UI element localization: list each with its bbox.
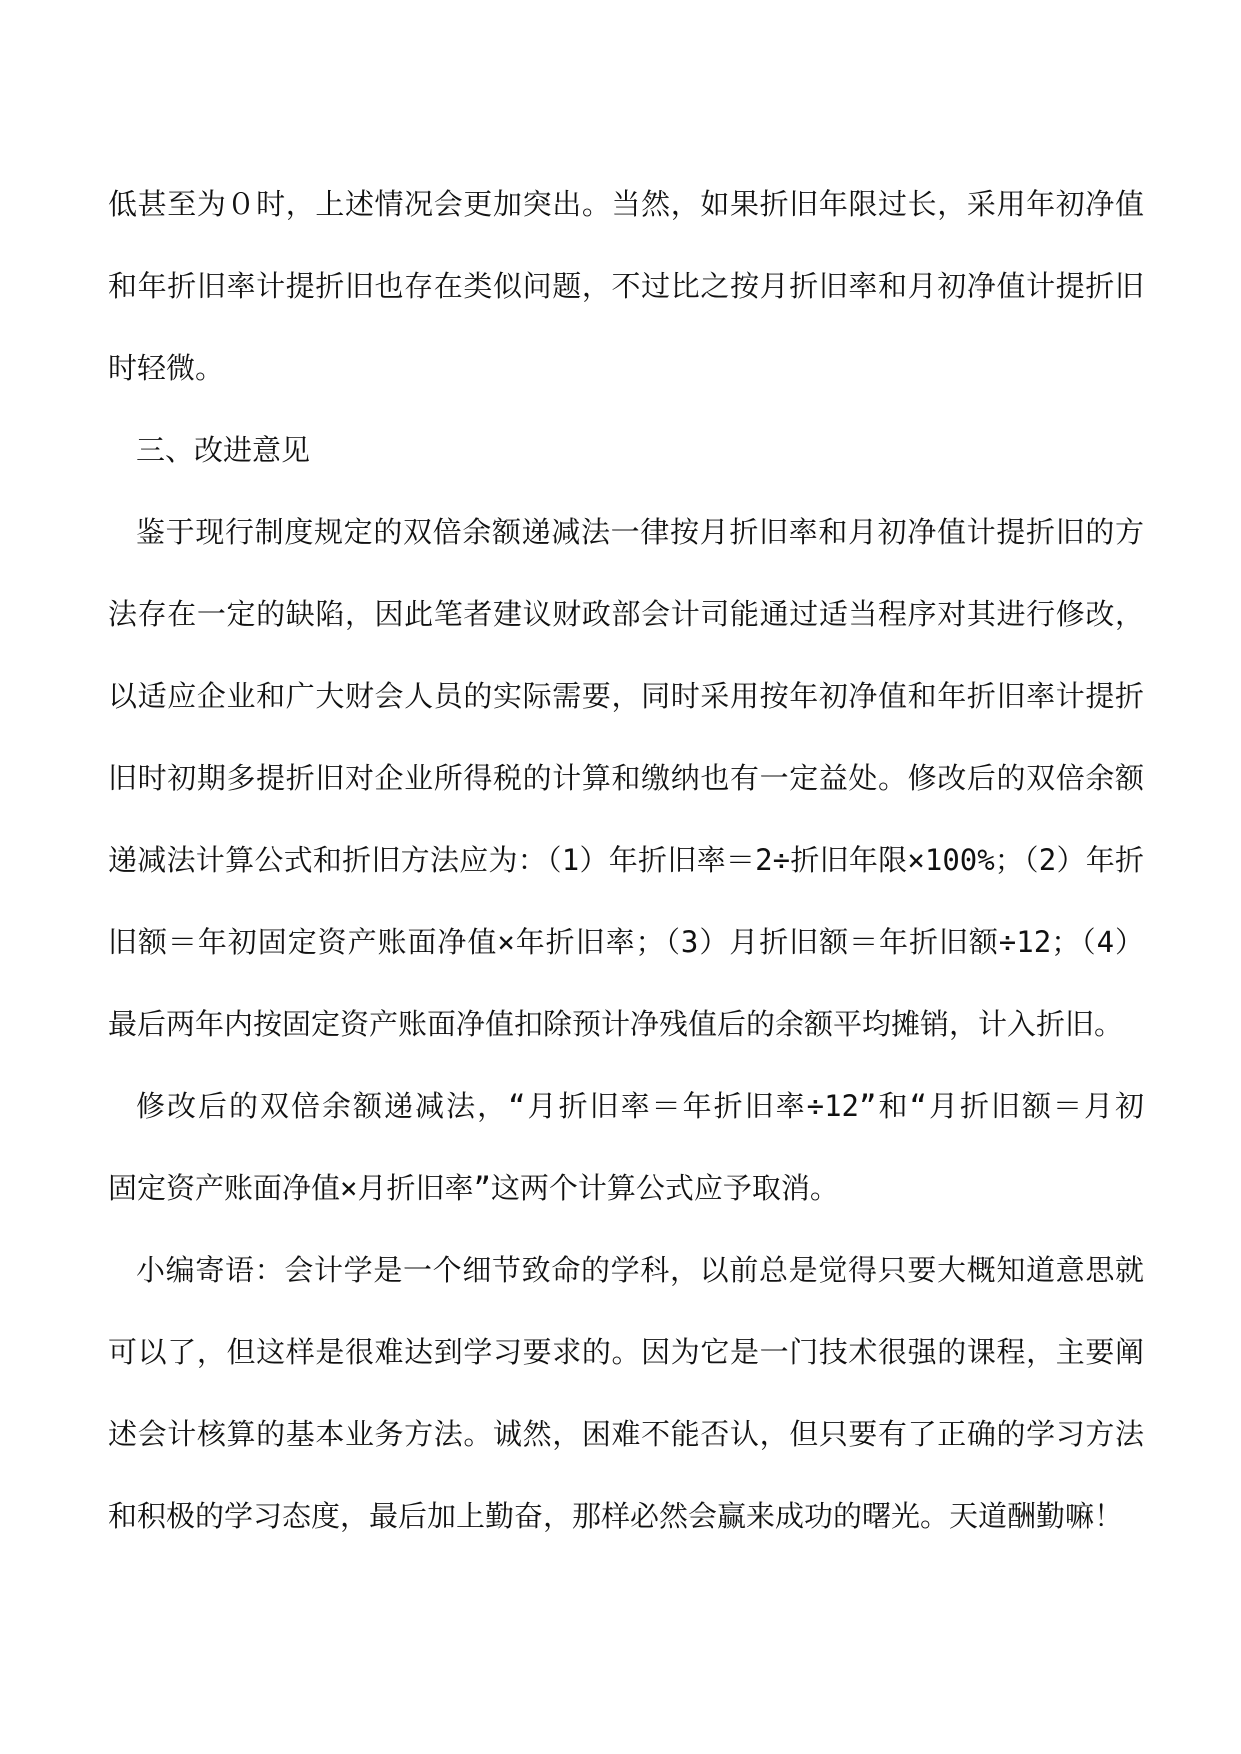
text-line: 修改后的双倍余额递减法，“月折旧率＝年折旧率÷12”和“月折旧额＝月初: [136, 1089, 1144, 1123]
text-line: 法存在一定的缺陷，因此笔者建议财政部会计司能通过适当程序对其进行修改，: [108, 597, 1144, 631]
text-line: 递减法计算公式和折旧方法应为：（1）年折旧率＝2÷折旧年限×100%；（2）年折: [108, 843, 1144, 877]
text-line: 述会计核算的基本业务方法。诚然，困难不能否认，但只要有了正确的学习方法: [108, 1417, 1144, 1451]
text-line: 时轻微。: [108, 351, 225, 385]
text-line: 旧时初期多提折旧对企业所得税的计算和缴纳也有一定益处。修改后的双倍余额: [108, 761, 1144, 795]
text-line: 最后两年内按固定资产账面净值扣除预计净残值后的余额平均摊销，计入折旧。: [108, 1007, 1124, 1041]
text-line: 可以了，但这样是很难达到学习要求的。因为它是一门技术很强的课程，主要阐: [108, 1335, 1144, 1369]
text-line: 鉴于现行制度规定的双倍余额递减法一律按月折旧率和月初净值计提折旧的方: [136, 515, 1144, 549]
text-line: 和积极的学习态度，最后加上勤奋，那样必然会赢来成功的曙光。天道酬勤嘛！: [108, 1499, 1124, 1533]
text-line: 以适应企业和广大财会人员的实际需要，同时采用按年初净值和年折旧率计提折: [108, 679, 1144, 713]
section-heading: 三、改进意见: [136, 433, 311, 467]
text-line: 低甚至为０时，上述情况会更加突出。当然，如果折旧年限过长，采用年初净值: [108, 187, 1144, 221]
text-line: 和年折旧率计提折旧也存在类似问题，不过比之按月折旧率和月初净值计提折旧: [108, 269, 1144, 303]
text-line: 小编寄语：会计学是一个细节致命的学科，以前总是觉得只要大概知道意思就: [136, 1253, 1144, 1287]
text-line: 固定资产账面净值×月折旧率”这两个计算公式应予取消。: [108, 1171, 839, 1205]
text-line: 旧额＝年初固定资产账面净值×年折旧率；（3）月折旧额＝年折旧额÷12；（4）: [108, 925, 1144, 959]
body-text: [108, 163, 1144, 1557]
